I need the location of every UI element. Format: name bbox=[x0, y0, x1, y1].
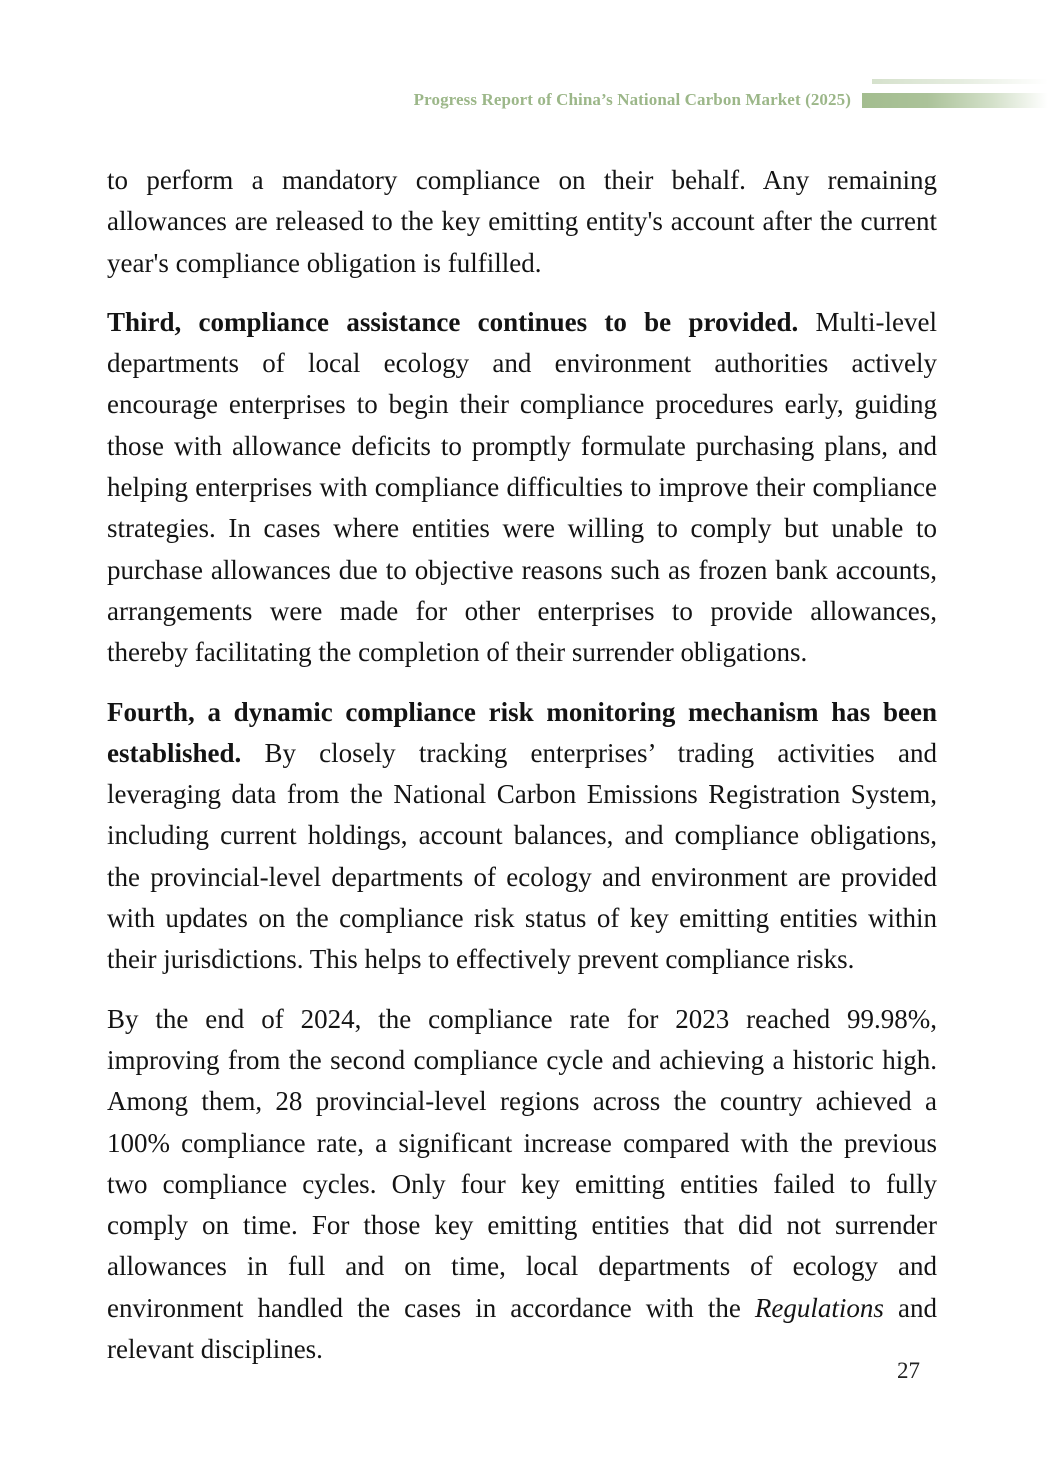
page-body bbox=[107, 160, 937, 1388]
paragraph-continuation bbox=[107, 160, 937, 284]
running-head-title: Progress Report of China’s National Carbon Market (2025) bbox=[413, 90, 851, 109]
paragraph-continuation-text: to perform a mandatory compliance on their behalf. Any remaining allowances are released to the key emitting entity's account after the current year's compliance obligation is fulfilled. bbox=[107, 165, 937, 278]
header-accent-bar-thick bbox=[862, 93, 1048, 108]
regulations-italic-term: Regulations bbox=[754, 1292, 884, 1323]
paragraph-fourth-lead-bold: Fourth, a dynamic compliance risk monitoring mechanism has been established. bbox=[107, 696, 937, 768]
paragraph-third-text: Multi-level departments of local ecology and environment authorities actively encourage enterprises to begin their compliance procedures early, guiding those with allowance deficits to promptly formulate purchasing plans, and helping enterprises with compliance difficulties to improve their compliance strategies. In cases where entities were willing to comply but unable to purchase allowances due to objective reasons such as frozen bank accounts, arrangements were made for other enterprises to provide allowances, thereby facilitating the completion of their surrender obligations. bbox=[107, 306, 937, 668]
paragraph-compliance-results-text-after: and relevant disciplines. bbox=[107, 1292, 937, 1365]
paragraph-compliance-results-text: By the end of 2024, the compliance rate for 2023 reached 99.98%, improving from the second compliance cycle and achieving a historic high. Among them, 28 provincial-level regions across the country achieved a 100% compliance rate, a significant increase compared with the previous two compliance cycles. Only four key emitting entities failed to fully comply on time. For those key emitting entities that did not surrender allowances in full and on time, local departments of ecology and environment handled the cases in accordance with the bbox=[107, 1003, 937, 1323]
paragraph-third-measure bbox=[107, 302, 937, 674]
paragraph-compliance-results bbox=[107, 999, 937, 1371]
paragraph-fourth-measure bbox=[107, 692, 937, 981]
paragraph-fourth-text: By closely tracking enterprises’ trading activities and leveraging data from the National Carbon Emissions Registration System, including current holdings, account balances, and compliance obligations, the provincial-level departments of ecology and environment are provided with updates on the compliance risk status of key emitting entities within their jurisdictions. This helps to effectively prevent compliance risks. bbox=[107, 737, 937, 975]
paragraph-third-lead-bold: Third, compliance assistance continues to be provided. bbox=[107, 306, 799, 337]
header-accent-bar-thin bbox=[872, 79, 1048, 84]
page-number: 27 bbox=[897, 1358, 920, 1383]
